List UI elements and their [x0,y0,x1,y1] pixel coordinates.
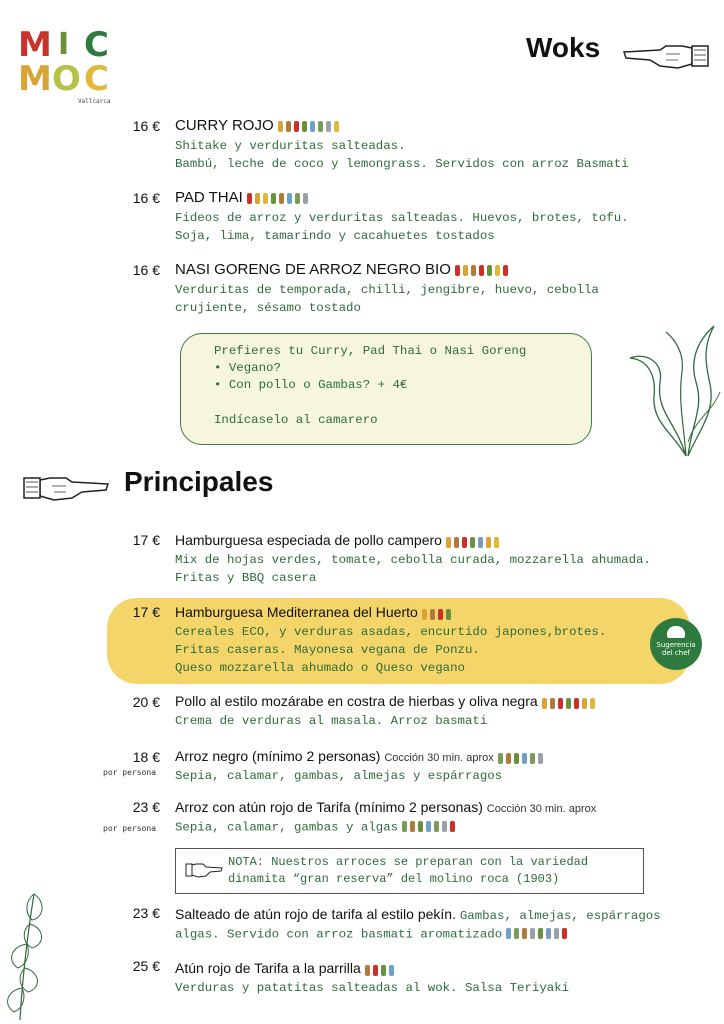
tip-bullet: • Con pollo o Gambas? + 4€ [214,378,408,392]
chef-suggestion-badge [650,618,702,670]
item-name [175,960,397,977]
item-name-text: Arroz con atún rojo de Tarifa (mínimo 2 personas) [175,799,483,815]
description-line: Crema de verduras al masala. Arroz basmati [175,714,488,728]
per-person-label: por persona [103,768,156,777]
description-line: crujiente, sésamo tostado [175,301,361,315]
allergen-icons [446,533,502,549]
item-description [175,767,502,785]
description-line: Verduras y patatitas salteadas al wok. Salsa Teriyaki [175,981,570,995]
allergen-icons [278,118,342,135]
description-line: Bambú, leche de coco y lemongrass. Servidos con arroz Basmati [175,157,629,171]
badge-line: del chef [662,649,690,657]
item-description [175,137,629,173]
allergen-icons [542,694,598,710]
allergen-icons [365,961,397,977]
item-name-text: Pollo al estilo mozárabe en costra de hierbas y oliva negra [175,693,538,709]
item-price: 23 € [132,905,160,921]
item-description [175,623,606,677]
per-person-label: por persona [103,824,156,833]
item-price: 16 € [132,190,160,206]
item-name-text: Arroz negro (mínimo 2 personas) [175,748,381,764]
item-name [175,261,511,279]
item-price: 17 € [132,532,160,548]
item-name [175,693,598,710]
item-name-text: CURRY ROJO [175,117,274,134]
item-name-text: Hamburguesa especiada de pollo campero [175,532,442,548]
item-price: 23 € [132,799,160,815]
description-line: Sepia, calamar, gambas y algas [175,820,399,835]
description-line: Verduritas de temporada, chilli, jengibre, huevo, cebolla [175,283,599,297]
seaweed-illustration-icon [626,322,722,458]
tip-bullet: • Vegano? [214,361,281,375]
logo-letter: C [84,59,109,99]
item-price: 16 € [132,118,160,134]
pointing-hand-icon [184,859,224,881]
badge-line: Sugerencia [656,641,696,649]
description-line: Sepia, calamar, gambas, almejas y espárragos [175,769,503,783]
logo-subtitle: Vallcarca [78,98,111,105]
item-price: 16 € [132,262,160,278]
item-price: 18 € [132,749,160,765]
item-name [175,748,546,765]
cooking-time-note: Cocción 30 min. aprox [384,752,494,764]
principales-title: Principales [124,466,274,497]
description-line: Cereales ECO, y verduras asadas, encurtido japones,brotes. [175,625,607,639]
allergen-icons [506,925,570,943]
item-name [175,604,454,621]
item-description [175,281,599,317]
description-line: Shitake y verduritas salteadas. [175,139,406,153]
inline-description: Gambas, almejas, espárragos [459,909,661,923]
note-line: dinamita “gran reserva” del molino roca (1903) [228,872,560,886]
logo-letter: M [18,25,52,65]
description-line: Mix de hojas verdes, tomate, cebolla curada, mozzarella ahumada. [175,553,651,567]
item-description [175,209,629,245]
pointing-hand-right-icon [20,470,112,506]
item-description [175,551,651,587]
logo-letter: O [52,59,81,99]
item-name-text: NASI GORENG DE ARROZ NEGRO BIO [175,261,451,278]
description-line: Queso mozzarella ahumado o Queso vegano [175,661,465,675]
item-price: 20 € [132,694,160,710]
allergen-icons [498,749,546,765]
item-name-text: PAD THAI [175,189,243,206]
item-description [175,818,458,836]
item-description [175,979,569,997]
item-name [175,189,311,207]
allergen-icons [455,262,511,279]
item-description [175,925,570,943]
leaf-branch-illustration-icon [0,884,56,1020]
item-name [175,117,342,135]
chef-hat-icon [667,626,685,638]
item-price: 17 € [132,604,160,620]
rice-note-box [175,848,644,894]
item-description [175,712,487,730]
note-line: NOTA: Nuestros arroces se preparan con la variedad [228,855,589,869]
logo-letter: C [84,25,109,65]
logo [18,25,118,105]
item-name [175,532,502,549]
item-name [175,906,661,923]
item-name-text: Atún rojo de Tarifa a la parrilla [175,960,361,976]
description-line: Fritas caseras. Mayonesa vegana de Ponzu. [175,643,480,657]
tip-line: Indícaselo al camarero [214,413,378,427]
allergen-icons [247,190,311,207]
item-name-text: Salteado de atún rojo de tarifa al estilo pekín. [175,906,456,922]
description-line: Fideos de arroz y verduritas salteadas. Huevos, brotes, tofu. [175,211,629,225]
description-line: Fritas y BBQ casera [175,571,317,585]
item-name [175,799,596,815]
woks-title: Woks [526,32,601,63]
item-name-text: Hamburguesa Mediterranea del Huerto [175,604,418,620]
pointing-hand-left-icon [620,38,712,74]
logo-letter: M [18,59,52,99]
logo-letter: I [58,27,70,62]
cooking-time-note: Cocción 30 min. aprox [486,803,597,815]
allergen-icons [422,605,454,621]
tip-line: Prefieres tu Curry, Pad Thai o Nasi Goreng [214,344,527,358]
allergen-icons [402,818,458,836]
options-tip-box [180,333,592,445]
item-price: 25 € [132,958,160,974]
description-line: algas. Servido con arroz basmati aromatizado [175,927,503,942]
description-line: Soja, lima, tamarindo y cacahuetes tostados [175,229,495,243]
